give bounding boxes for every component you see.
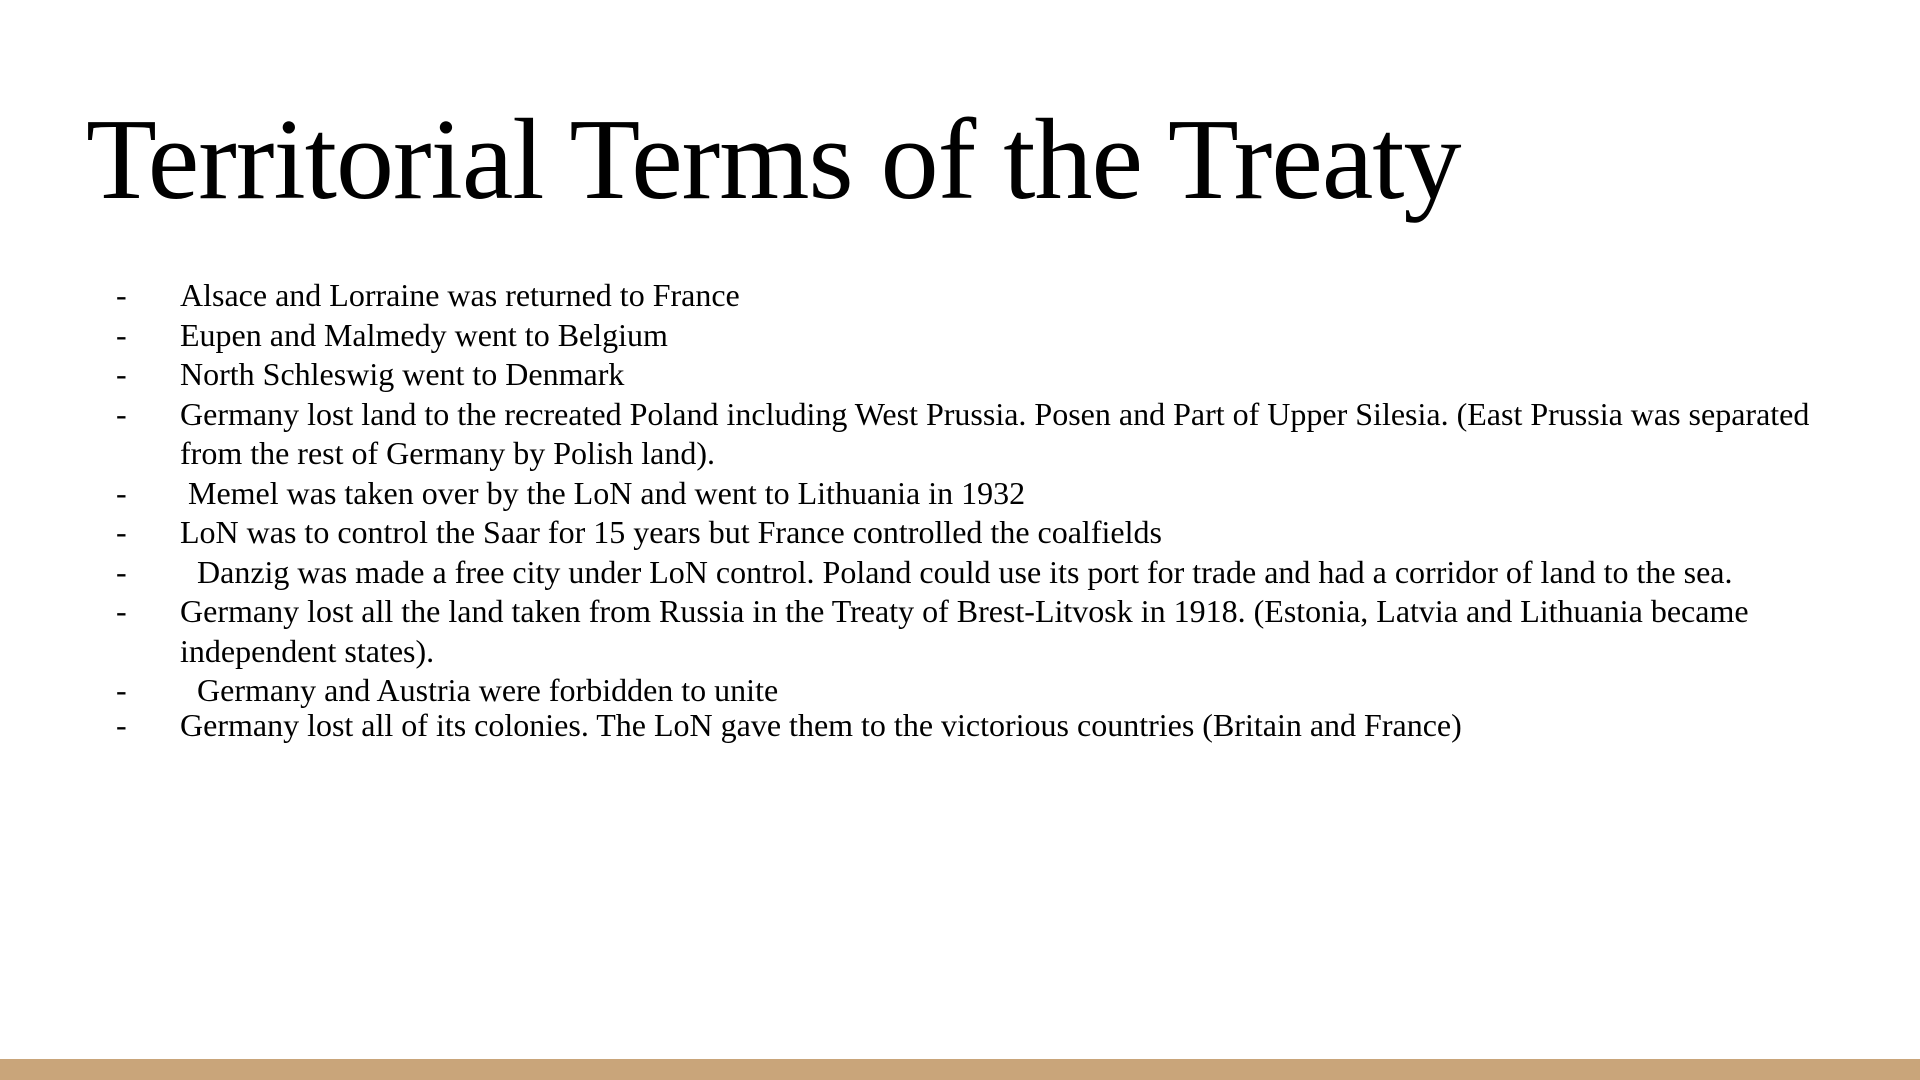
bullet-dash: - xyxy=(116,474,127,511)
bullet-dash: - xyxy=(116,395,127,432)
list-item xyxy=(116,474,1816,514)
bullet-dash: - xyxy=(116,277,127,313)
bullet-dash: - xyxy=(116,514,127,550)
list-item xyxy=(116,276,1816,316)
bullet-text: Eupen and Malmedy went to Belgium xyxy=(180,316,668,353)
bullet-text: LoN was to control the Saar for 15 years but France controlled the coalfields xyxy=(180,514,1162,550)
list-item xyxy=(116,395,1816,474)
bullet-dash: - xyxy=(116,356,127,392)
bullet-text: North Schleswig went to Denmark xyxy=(180,356,625,392)
bullet-text: Danzig was made a free city under LoN control. Poland could use its port for trade and had a corridor of land to the sea. xyxy=(197,553,1733,590)
list-item xyxy=(116,706,1816,746)
list-item xyxy=(116,553,1816,593)
list-item xyxy=(116,355,1816,395)
bullet-text: Germany lost all the land taken from Russia in the Treaty of Brest-Litvosk in 1918. (Estonia, Latvia and Lithuania became independent states). xyxy=(180,593,1749,669)
slide-title: Territorial Terms of the Treaty xyxy=(86,96,1461,224)
bullet-text: Germany and Austria were forbidden to unite xyxy=(197,672,779,708)
list-item xyxy=(116,316,1816,356)
bullet-dash: - xyxy=(116,672,127,708)
bullet-dash: - xyxy=(116,553,127,590)
bullet-dash: - xyxy=(116,593,127,629)
bullet-dash: - xyxy=(116,706,127,743)
bullet-text: Alsace and Lorraine was returned to France xyxy=(180,277,740,313)
bullet-text: Germany lost land to the recreated Poland including West Prussia. Posen and Part of Upper Silesia. (East Prussia was separated from the rest of Germany by Polish land). xyxy=(180,395,1810,471)
list-item xyxy=(116,592,1816,671)
bottom-accent-bar xyxy=(0,1059,1920,1080)
bullet-text: Germany lost all of its colonies. The LoN gave them to the victorious countries (Britain and France) xyxy=(180,706,1462,743)
bullet-list xyxy=(116,276,1816,745)
list-item xyxy=(116,513,1816,553)
bullet-text: Memel was taken over by the LoN and went to Lithuania in 1932 xyxy=(188,474,1026,511)
bullet-dash: - xyxy=(116,316,127,353)
